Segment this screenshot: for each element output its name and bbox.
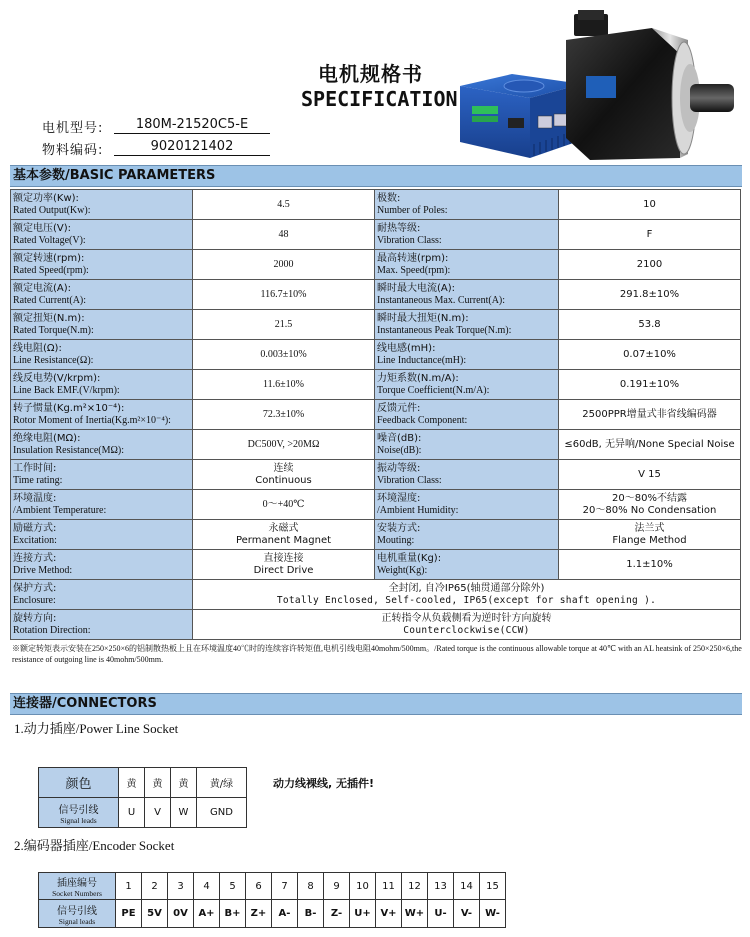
spec-label: 噪音(dB): Noise(dB):: [375, 430, 559, 460]
spec-label: 励磁方式: Excitation:: [11, 520, 193, 550]
socket-number-cell: 9: [324, 873, 350, 900]
signal-cell: V-: [454, 900, 480, 928]
page-title-en: SPECIFICATION: [301, 87, 458, 111]
spec-label: 力矩系数(N.m/A): Torque Coefficient(N.m/A):: [375, 370, 559, 400]
spec-label: 额定扭矩(N.m): Rated Torque(N.m):: [11, 310, 193, 340]
spec-row: [11, 250, 741, 280]
socket-number-cell: 15: [480, 873, 506, 900]
spec-value: 2500PPR增量式非省线编码器: [559, 400, 741, 430]
signal-cell: B+: [220, 900, 246, 928]
spec-row: [11, 370, 741, 400]
spec-label: 额定电流(A): Rated Current(A):: [11, 280, 193, 310]
color-cell: 黄: [171, 768, 197, 798]
signal-cell: Z+: [246, 900, 272, 928]
socket-number-cell: 11: [376, 873, 402, 900]
servo-motor-icon: [560, 10, 738, 170]
model-label: 电机型号:: [42, 121, 104, 136]
spec-row-wide: [11, 580, 741, 610]
socket-number-cell: 3: [168, 873, 194, 900]
spec-label: 线反电势(V/krpm): Line Back EMF.(V/krpm):: [11, 370, 193, 400]
spec-label: 电机重量(Kg): Weight(Kg):: [375, 550, 559, 580]
section-basic-parameters: 基本参数/BASIC PARAMETERS: [10, 165, 742, 187]
signal-cell: 5V: [142, 900, 168, 928]
socket-number-cell: 12: [402, 873, 428, 900]
spec-label: 环境温度: /Ambient Temperature:: [11, 490, 193, 520]
power-line-note: 动力线裸线, 无插件!: [273, 777, 375, 790]
signal-cell: B-: [298, 900, 324, 928]
signal-cell: GND: [197, 798, 247, 828]
spec-value: 0.191±10%: [559, 370, 741, 400]
socket-number-cell: 6: [246, 873, 272, 900]
spec-value: 永磁式 Permanent Magnet: [193, 520, 375, 550]
footnote: ※额定转矩表示安装在250×250×6的铝制散热板上且在环境温度40℃时的连续容许转矩值,电机引线电阻40mohm/500mm。/Rated torque is the continuous allowable torque at 40℃ with an AL heatsink of 250×250×6,the resistance of outgoing line is 40mohm/500mm.: [12, 644, 742, 664]
spec-row: [11, 490, 741, 520]
signal-cell: V: [145, 798, 171, 828]
spec-label: 极数: Number of Poles:: [375, 190, 559, 220]
spec-value: 0.003±10%: [193, 340, 375, 370]
spec-label: 线电感(mH): Line Inductance(mH):: [375, 340, 559, 370]
spec-value: 291.8±10%: [559, 280, 741, 310]
spec-value: 正转指令从负载侧看为逆时针方向旋转 Counterclockwise(CCW): [193, 610, 741, 640]
spec-label: 保护方式: Enclosure:: [11, 580, 193, 610]
color-cell: 黄: [145, 768, 171, 798]
spec-label: 绝缘电阻(MΩ): Insulation Resistance(MΩ):: [11, 430, 193, 460]
socket-number-cell: 4: [194, 873, 220, 900]
spec-value: 48: [193, 220, 375, 250]
spec-label: 反馈元件: Feedback Component:: [375, 400, 559, 430]
spec-value: 法兰式 Flange Method: [559, 520, 741, 550]
spec-value: 连续 Continuous: [193, 460, 375, 490]
spec-value: 11.6±10%: [193, 370, 375, 400]
spec-value: 0～+40℃: [193, 490, 375, 520]
spec-value: 20～80%不结露 20～80% No Condensation: [559, 490, 741, 520]
socket-number-header: 插座编号 Socket Numbers: [39, 873, 116, 900]
spec-row: [11, 550, 741, 580]
page-title-cn: 电机规格书: [318, 62, 423, 86]
socket-number-cell: 5: [220, 873, 246, 900]
socket-number-cell: 2: [142, 873, 168, 900]
signal-cell: W-: [480, 900, 506, 928]
model-field: [42, 117, 249, 136]
signal-cell: U-: [428, 900, 454, 928]
spec-row-wide: [11, 610, 741, 640]
spec-label: 线电阻(Ω): Line Resistance(Ω):: [11, 340, 193, 370]
spec-row: [11, 520, 741, 550]
spec-value: 2100: [559, 250, 741, 280]
spec-row: [11, 400, 741, 430]
signal-header: 信号引线 Signal leads: [39, 798, 119, 828]
socket-number-cell: 14: [454, 873, 480, 900]
color-cell: 黄/绿: [197, 768, 247, 798]
signal-cell: U+: [350, 900, 376, 928]
signal-cell: U: [119, 798, 145, 828]
spec-label: 额定转速(rpm): Rated Speed(rpm):: [11, 250, 193, 280]
spec-label: 最高转速(rpm): Max. Speed(rpm):: [375, 250, 559, 280]
signal-header: 信号引线 Signal leads: [39, 900, 116, 928]
spec-value: 直接连接 Direct Drive: [193, 550, 375, 580]
spec-label: 连接方式: Drive Method:: [11, 550, 193, 580]
spec-label: 瞬时最大电流(A): Instantaneous Max. Current(A):: [375, 280, 559, 310]
spec-label: 安装方式: Mouting:: [375, 520, 559, 550]
spec-row: [11, 340, 741, 370]
section-connectors: 连接器/CONNECTORS: [10, 693, 742, 715]
model-value: 180M-21520C5-E: [114, 117, 270, 134]
spec-row: [11, 310, 741, 340]
signal-cell: A-: [272, 900, 298, 928]
spec-label: 振动等级: Vibration Class:: [375, 460, 559, 490]
spec-row: [11, 430, 741, 460]
socket-number-cell: 8: [298, 873, 324, 900]
code-value: 9020121402: [114, 139, 270, 156]
spec-value: 全封闭, 自冷IP65(轴贯通部分除外) Totally Enclosed, Self-cooled, IP65(except for shaft opening ).: [193, 580, 741, 610]
spec-row: [11, 280, 741, 310]
encoder-socket-title: 2.编码器插座/Encoder Socket: [14, 838, 175, 853]
socket-number-cell: 1: [116, 873, 142, 900]
spec-table: [10, 189, 741, 640]
signal-cell: 0V: [168, 900, 194, 928]
signal-cell: W+: [402, 900, 428, 928]
signal-cell: A+: [194, 900, 220, 928]
spec-value: 1.1±10%: [559, 550, 741, 580]
spec-value: ≤60dB, 无异响/None Special Noise: [559, 430, 741, 460]
signal-cell: PE: [116, 900, 142, 928]
spec-value: 2000: [193, 250, 375, 280]
encoder-socket-table: [38, 872, 506, 928]
code-field: [42, 139, 234, 158]
spec-value: 116.7±10%: [193, 280, 375, 310]
spec-value: V 15: [559, 460, 741, 490]
signal-cell: W: [171, 798, 197, 828]
spec-value: 72.3±10%: [193, 400, 375, 430]
color-cell: 黄: [119, 768, 145, 798]
signal-cell: V+: [376, 900, 402, 928]
spec-label: 旋转方向: Rotation Direction:: [11, 610, 193, 640]
power-socket-title: 1.动力插座/Power Line Socket: [14, 721, 179, 736]
power-socket-table: [38, 767, 247, 828]
spec-value: DC500V, >20MΩ: [193, 430, 375, 460]
spec-row: [11, 220, 741, 250]
spec-value: F: [559, 220, 741, 250]
spec-row: [11, 460, 741, 490]
code-label: 物料编码:: [42, 143, 104, 158]
spec-value: 0.07±10%: [559, 340, 741, 370]
spec-value: 21.5: [193, 310, 375, 340]
spec-label: 耐热等级: Vibration Class:: [375, 220, 559, 250]
signal-cell: Z-: [324, 900, 350, 928]
spec-value: 10: [559, 190, 741, 220]
spec-label: 工作时间: Time rating:: [11, 460, 193, 490]
spec-row: [11, 190, 741, 220]
spec-value: 53.8: [559, 310, 741, 340]
spec-label: 转子惯量(Kg.m²×10⁻⁴): Rotor Moment of Inertia(Kg.m²×10⁻⁴):: [11, 400, 193, 430]
socket-number-cell: 10: [350, 873, 376, 900]
socket-number-cell: 13: [428, 873, 454, 900]
spec-label: 瞬时最大扭矩(N.m): Instantaneous Peak Torque(N.m):: [375, 310, 559, 340]
spec-label: 额定功率(Kw): Rated Output(Kw):: [11, 190, 193, 220]
spec-label: 额定电压(V): Rated Voltage(V):: [11, 220, 193, 250]
spec-label: 环境湿度: /Ambient Humidity:: [375, 490, 559, 520]
socket-number-cell: 7: [272, 873, 298, 900]
spec-value: 4.5: [193, 190, 375, 220]
color-header: 颜色: [39, 768, 119, 798]
